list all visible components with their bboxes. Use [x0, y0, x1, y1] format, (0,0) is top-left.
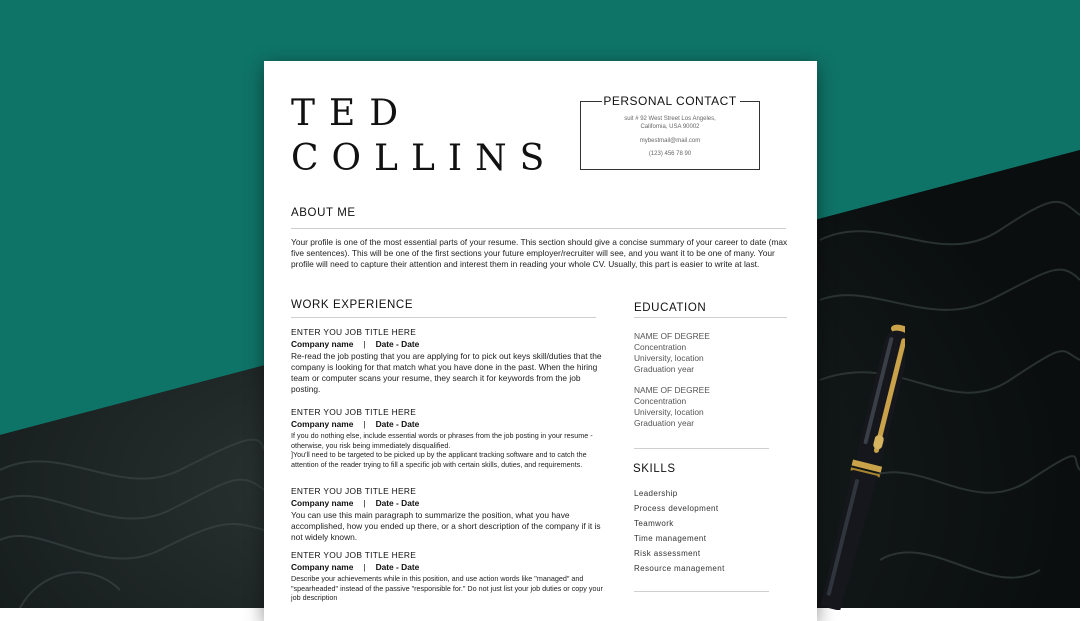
education-entry [634, 385, 784, 429]
skill-item: Risk assessment [634, 549, 701, 558]
company-name: Company name [291, 339, 354, 349]
degree-year: Graduation year [634, 364, 695, 374]
education-bottom-divider [634, 448, 769, 449]
job-company-line [291, 561, 609, 574]
degree-location: University, location [634, 407, 704, 417]
job-company-line [291, 338, 609, 351]
about-title: ABOUT ME [291, 207, 356, 219]
job-date: Date - Date [375, 562, 420, 572]
skill-item: Leadership [634, 489, 678, 498]
first-name: TED [291, 93, 413, 134]
job-description: Re-read the job posting that you are applying for to pick out keys skill/duties that the company is looking for that match what you have done in the past. When the hiring team or computer scans your resume, they search it for keywords from the job posting. [291, 351, 602, 394]
job-entry [291, 406, 609, 469]
company-name: Company name [291, 419, 354, 429]
work-divider [291, 317, 596, 318]
contact-address-line1: suit # 92 West Street Los Angeles, [624, 116, 716, 122]
education-title: EDUCATION [634, 302, 707, 314]
job-entry [291, 549, 609, 603]
skill-item: Teamwork [634, 519, 674, 528]
job-entry [291, 326, 609, 395]
contact-address-line2: California, USA 90002 [640, 124, 700, 130]
skills-bottom-divider [634, 591, 769, 592]
contact-title: PERSONAL CONTACT [603, 94, 737, 108]
company-name: Company name [291, 562, 354, 572]
about-divider [291, 228, 786, 229]
degree-name: NAME OF DEGREE [634, 331, 710, 341]
degree-year: Graduation year [634, 418, 695, 428]
job-date: Date - Date [375, 498, 420, 508]
last-name: COLLINS [291, 138, 558, 179]
job-company-line [291, 418, 609, 431]
job-title: ENTER YOU JOB TITLE HERE [291, 550, 417, 560]
job-title: ENTER YOU JOB TITLE HERE [291, 486, 417, 496]
job-date: Date - Date [375, 419, 420, 429]
job-date: Date - Date [375, 339, 420, 349]
degree-location: University, location [634, 353, 704, 363]
job-description: If you do nothing else, include essential words or phrases from the job posting in your resume - otherwise, you risk being immediately disqualified. [291, 431, 593, 450]
company-name: Company name [291, 498, 354, 508]
pen-icon [795, 310, 905, 610]
about-text: Your profile is one of the most essential parts of your resume. This section should give a concise summary of your career to date (max five sentences). This will be one of the first sections your future employer/recruiter will see, and you want it to be one of many. Your profile will need to capture their attention and interest them in reading your whole CV. Usually, this part is easier to write at last. [291, 237, 788, 269]
degree-concentration: Concentration [634, 342, 687, 352]
contact-phone: (123) 456 78 90 [648, 151, 692, 157]
separator: | [363, 419, 366, 429]
separator: | [363, 339, 366, 349]
separator: | [363, 498, 366, 508]
skills-title: SKILLS [633, 463, 676, 475]
skills-list [634, 486, 784, 576]
job-title: ENTER YOU JOB TITLE HERE [291, 407, 417, 417]
education-divider [634, 317, 787, 318]
work-experience-title: WORK EXPERIENCE [291, 299, 414, 311]
separator: | [363, 562, 366, 572]
education-entry [634, 331, 784, 375]
contact-email: mybestmail@mail.com [639, 138, 701, 144]
job-description: Describe your achievements while in this position, and use action words like "managed" and "spearheaded" instead of the passive "responsible for." Do not just list your job duties or copy your job description [291, 574, 603, 603]
degree-concentration: Concentration [634, 396, 687, 406]
degree-name: NAME OF DEGREE [634, 385, 710, 395]
skill-item: Process development [634, 504, 719, 513]
job-description-extra: ]You'll need to be targeted to be picked up by the applicant tracking software and to catch the attention of the reader trying to fill a specific job with certain skills, duties, and requirements. [291, 450, 587, 469]
skill-item: Resource management [634, 564, 725, 573]
job-company-line [291, 497, 609, 510]
job-title: ENTER YOU JOB TITLE HERE [291, 327, 417, 337]
skill-item: Time management [634, 534, 707, 543]
job-entry [291, 485, 609, 543]
personal-contact-box [580, 94, 760, 170]
resume-page [264, 61, 817, 621]
job-description: You can use this main paragraph to summarize the position, what you have accomplished, how you ended up there, or a short description of the company if it is not widely known. [291, 510, 601, 542]
